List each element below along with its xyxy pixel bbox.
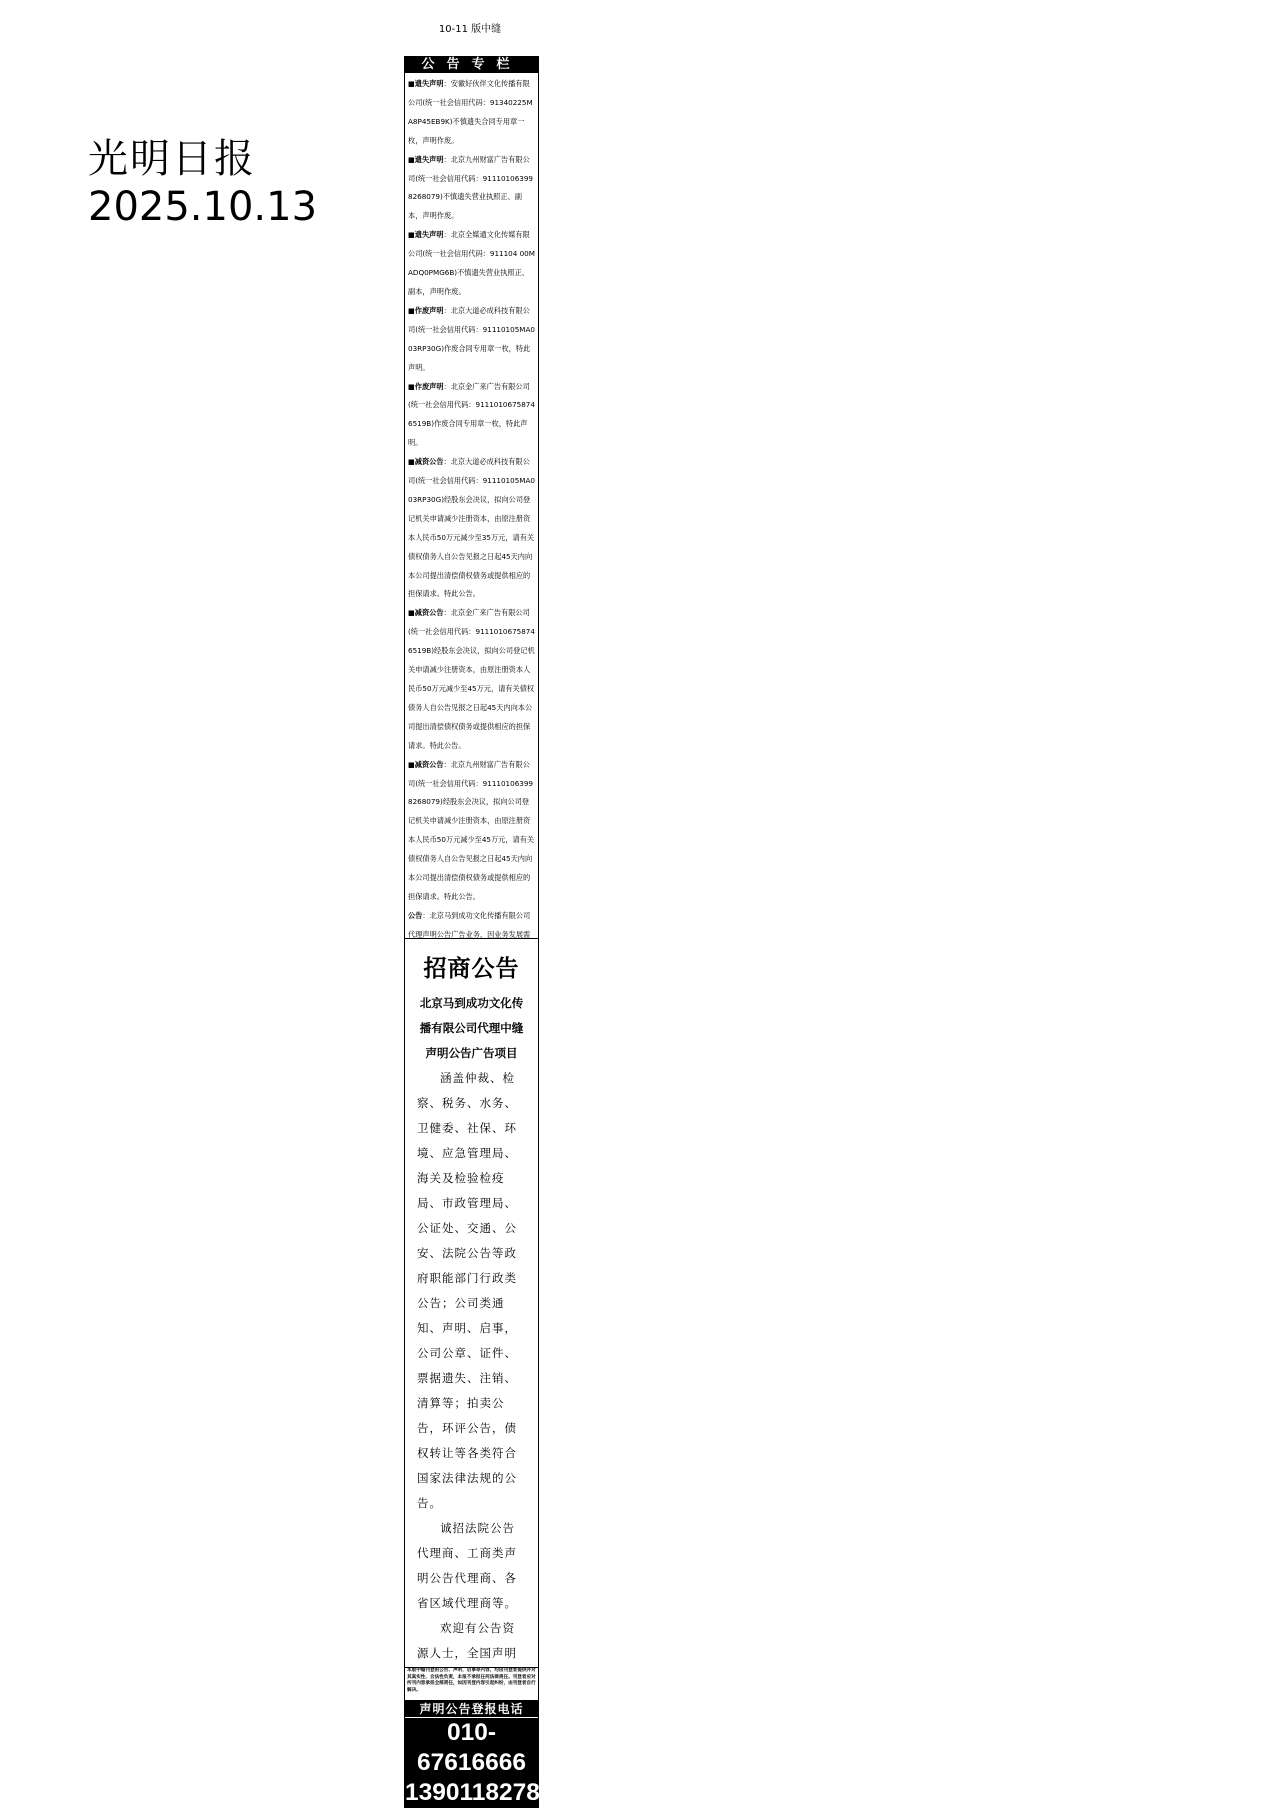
notice-tag: ■遗失声明 [408, 154, 444, 164]
notice-text: ：北京金广来广告有限公司(统一社会信用代码：91110106758746519B)经股东会决议，拟向公司登记机关申请减少注册资本，由原注册资本人民币50万元减少至45万元，请有关债权债务人自公告见报之日起45天内向本公司提出清偿债权债务或提供相应的担保请求。特此公告。 [408, 608, 535, 750]
notice-item [408, 151, 535, 227]
issue-date: 2025.10.13 [88, 184, 318, 230]
notice-item [408, 756, 535, 907]
notice-text: ：北京大道必成科技有限公司(统一社会信用代码：91110105MA003RP30G)作废合同专用章一枚，特此声明。 [408, 305, 535, 372]
masthead [88, 135, 317, 231]
notice-tag: ■遗失声明 [408, 79, 444, 88]
invitation-paragraph: 涵盖仲裁、检察、税务、水务、卫健委、社保、环境、应急管理局、海关及检验检疫局、市政管理局、公证处、交通、公安、法院公告等政府职能部门行政类公告；公司类通知、声明、启事，公司公章、证件、票据遗失、注销、清算等；拍卖公告，环评公告，债权转让等各类符合国家法律法规的公告。 [417, 1071, 517, 1510]
notice-tag: ■遗失声明 [408, 230, 444, 240]
invitation-title: 招商公告 [423, 956, 520, 982]
notice-text: ：北京大道必成科技有限公司(统一社会信用代码：91110105MA003RP30G)经股东会决议，拟向公司登记机关申请减少注册资本，由原注册资本人民币50万元减少至35万元，请有关债权债务人自公告见报之日起45天内向本公司提出清偿债权债务或提供相应的担保请求。特此公告。 [408, 457, 535, 599]
page-label: 10-11 版中缝 [438, 24, 502, 35]
footer-phone-mobile: 13901182789 [405, 1779, 554, 1806]
notice-item [408, 453, 535, 604]
notice-item [408, 75, 535, 151]
notice-tag: ■作废声明 [408, 381, 444, 391]
notice-tag: ■减资公告 [408, 608, 444, 618]
column-header: 公告专栏 [405, 57, 538, 73]
invitation-paragraph: 欢迎有公告资源人士，全国声明 [417, 1621, 517, 1660]
notice-tag: ■作废声明 [408, 305, 444, 315]
invitation-subtitle: 北京马到成功文化传播有限公司代理中缝声明公告广告项目 [419, 996, 524, 1060]
notice-text: ：北京九州财富广告有限公司(统一社会信用代码：911101063998268079)经股东会决议，拟向公司登记机关申请减少注册资本，由原注册资本人民币50万元减少至45万元，请有关债权债务人自公告见报之日起45天内向本公司提出清偿债权债务或提供相应的担保请求。特此公告。 [408, 759, 535, 901]
notice-item [408, 226, 535, 302]
invitation-paragraph: 诚招法院公告代理商、工商类声明公告代理商、各省区域代理商等。 [417, 1521, 517, 1610]
notice-list [405, 73, 538, 939]
notice-item [408, 378, 535, 454]
gutter-column [404, 56, 554, 1808]
notice-item [408, 604, 535, 755]
fine-print: 本版中缝刊登的公告、声明、启事等内容，均由刊登者提供并对其真实性、合法性负责，本报不承担任何法律责任。刊登者应对所刊内容承担全部责任，如因刊登内容引起纠纷，由刊登者自行解决。 [405, 1668, 538, 1701]
notice-text: ：北京全媒通文化传媒有限公司(统一社会信用代码：911104 00MADQ0PMG6B)不慎遗失营业执照正、副本，声明作废。 [408, 230, 535, 296]
notice-tag: ■减资公告 [408, 759, 444, 769]
investment-invitation [405, 939, 538, 1668]
notice-tag: 公告 [408, 910, 423, 920]
notice-text: ：安徽好伙伴文化传播有限公司(统一社会信用代码：91340225MA8P45EB9K)不慎遗失合同专用章一枚，声明作废。 [408, 79, 533, 145]
notice-text: ：北京金广来广告有限公司(统一社会信用代码：91110106758746519B)作废合同专用章一枚，特此声明。 [408, 381, 535, 448]
notice-text: ：北京九州财富广告有限公司(统一社会信用代码：911101063998268079)不慎遗失营业执照正、副本，声明作废。 [408, 154, 533, 221]
notice-item [408, 907, 535, 939]
notice-tag: ■减资公告 [408, 457, 444, 467]
newspaper-name: 光明日报 [88, 136, 256, 182]
footer-phone-landline: 010-67616666 [416, 1719, 526, 1776]
footer-label: 声明公告登报电话 [405, 1701, 538, 1718]
notice-item [408, 302, 535, 378]
notice-text: ：北京马到成功文化传播有限公司代理声明公告广告业务，因业务发展需 [408, 910, 531, 939]
